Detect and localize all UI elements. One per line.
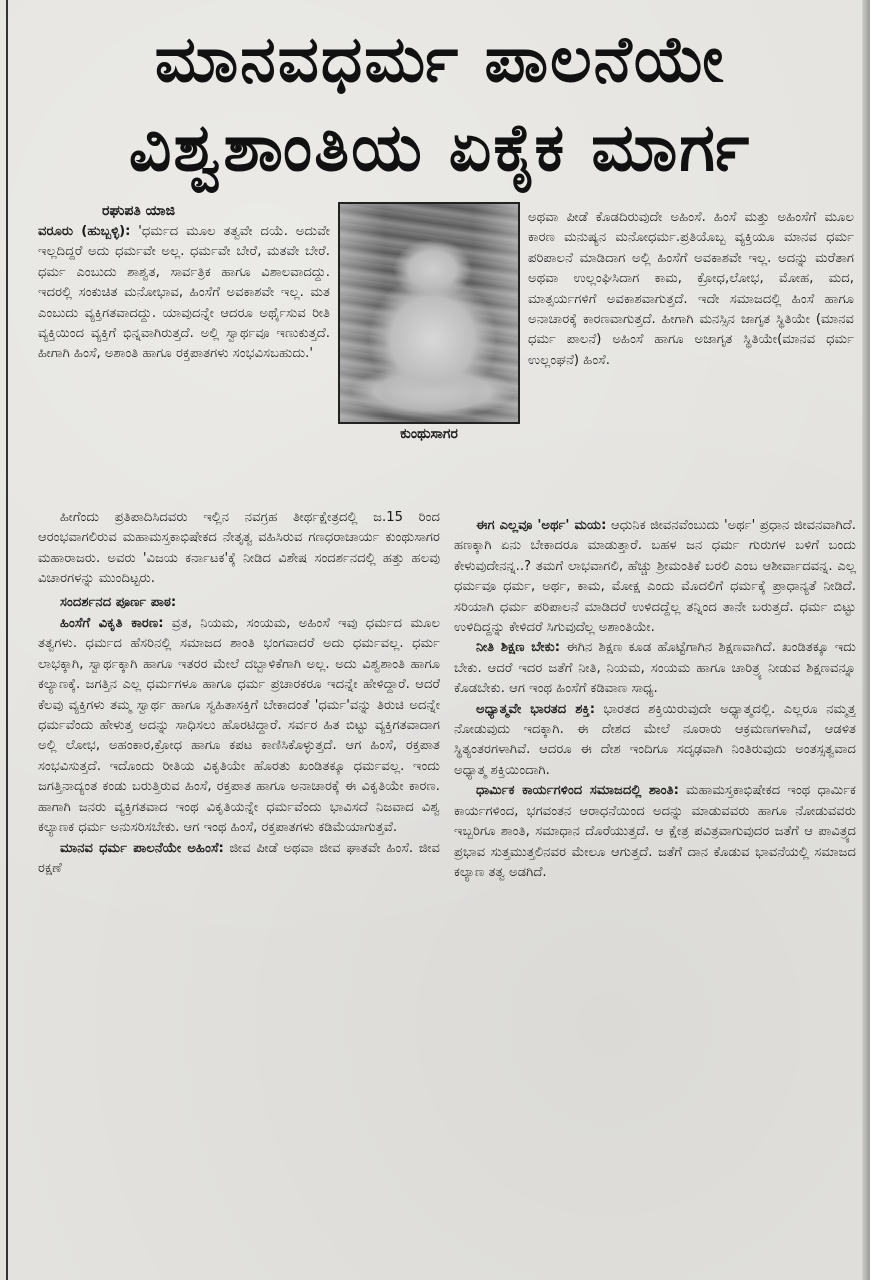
headline-line-2: ವಿಶ್ವಶಾಂತಿಯ ಏಕೈಕ ಮಾರ್ಗ — [128, 109, 752, 186]
section-text-religious-works: ಮಹಾಮಸ್ತಕಾಭಿಷೇಕದ ಇಂಥ ಧಾರ್ಮಿಕ ಕಾರ್ಯಗಳಿಂದ, ಭಗವಂತನ ಆರಾಧನೆಯಿಂದ ಅದನ್ನು ಮಾಡುವವರು ಹಾಗೂ ನೋಡುವವರು ಇಬ್ಬರಿಗೂ ಶಾಂತಿ, ಸಮಾಧಾನ ದೊರೆಯುತ್ತದೆ. ಆ ಕ್ಷೇತ್ರ ಪವಿತ್ರವಾಗುವುದರ ಜತೆಗೆ ಆ ಪಾವಿತ್ರ್ಯದ ಪ್ರಭಾವ ಸುತ್ತಮುತ್ತಲಿನವರ ಮೇಲೂ ಆಗುತ್ತದೆ. ಜತೆಗೆ ದಾನ ಕೊಡುವ ಭಾವನೆಯಲ್ಲಿ ಸಮಾಜದ ಕಲ್ಯಾಣ ತತ್ವ ಅಡಗಿದೆ. — [454, 783, 856, 880]
dateline: ವರೂರು (ಹುಬ್ಬಳ್ಳಿ): — [38, 224, 131, 239]
section-title-artha: ಈಗ ಎಲ್ಲವೂ 'ಅರ್ಥ' ಮಯ: — [476, 518, 607, 533]
left-border-rule — [6, 0, 8, 1280]
photo-shade — [340, 204, 518, 422]
section-title-religious-works: ಧಾರ್ಮಿಕ ಕಾರ್ಯಗಳಿಂದ ಸಮಾಜದಲ್ಲಿ ಶಾಂತಿ: — [476, 783, 679, 799]
column-1-body — [38, 508, 440, 1260]
column-2-continuation: ಅಥವಾ ಪೀಡೆ ಕೊಡದಿರುವುದೇ ಅಹಿಂಸೆ. ಹಿಂಸೆ ಮತ್ತು ಅಹಿಂಸೆಗೆ ಮೂಲ ಕಾರಣ ಮನುಷ್ಯನ ಮನೋಧರ್ಮ.ಪ್ರತಿಯೊಬ್ಬ ವ್ಯಕ್ತಿಯೂ ಮಾನವ ಧರ್ಮ ಪರಿಪಾಲನೆ ಮಾಡಿದಾಗ ಅಲ್ಲಿ ಹಿಂಸೆಗೆ ಅವಕಾಶವೇ ಇಲ್ಲ. ಅದನ್ನು ಮರೆತಾಗ ಅಥವಾ ಉಲ್ಲಂಘಿಸಿದಾಗ ಕಾಮ, ಕ್ರೋಧ,ಲೋಭ, ಮೋಹ, ಮದ, ಮಾತ್ಸರ್ಯಗಳಿಗೆ ಅವಕಾಶವಾಗುತ್ತದೆ. ಇದೇ ಸಮಾಜದಲ್ಲಿ ಹಿಂಸೆ ಹಾಗೂ ಅನಾಚಾರಕ್ಕೆ ಕಾರಣವಾಗುತ್ತದೆ. ಹೀಗಾಗಿ ಮನಸ್ಸಿನ ಜಾಗೃತ ಸ್ಥಿತಿಯೇ (ಮಾನವ ಧರ್ಮ ಪಾಲನೆ) ಅಹಿಂಸೆ ಹಾಗೂ ಅಜಾಗೃತ ಸ್ಥಿತಿಯೇ(ಮಾನವ ಧರ್ಮ ಉಲ್ಲಂಘನೆ) ಹಿಂಸೆ. — [528, 210, 854, 368]
page-edge-shadow — [862, 0, 870, 1280]
section-text-artha: ಆಧುನಿಕ ಜೀವನವೆಂಬುದು 'ಅರ್ಥ' ಪ್ರಧಾನ ಜೀವನವಾಗಿದೆ. ಹಣಕ್ಕಾಗಿ ಏನು ಬೇಕಾದರೂ ಮಾಡುತ್ತಾರೆ. ಬಹಳ ಜನ ಧರ್ಮ ಗುರುಗಳ ಬಳಿಗೆ ಬಂದು ಕೇಳುವುದೇನನ್ನ..? ತಮಗೆ ಲಾಭವಾಗಲಿ, ಹೆಚ್ಚು ಶ್ರೀಮಂತಿಕೆ ಬರಲಿ ಎಂಬ ಆಶೀರ್ವಾದವನ್ನ. ಎಲ್ಲ ಧರ್ಮವೂ ಧರ್ಮ, ಅರ್ಥ, ಕಾಮ, ಮೋಕ್ಷ ಎಂದು ಮೊದಲಿಗೆ ಧರ್ಮಕ್ಕೆ ಪ್ರಾಧಾನ್ಯತೆ ನೀಡಿದೆ. ಸರಿಯಾಗಿ ಧರ್ಮ ಪರಿಪಾಲನೆ ಮಾಡಿದರೆ ಉಳಿದದ್ದೆಲ್ಲ ತನ್ನಿಂದ ತಾನೇ ಬರುತ್ತದೆ. ಧರ್ಮ ಬಿಟ್ಟು ಉಳಿದಿದ್ದನ್ನು ಕೇಳಿದರೆ ಸಿಗುವುದೆಲ್ಲ ಅಶಾಂತಿಯೇ. — [454, 518, 856, 636]
photo-caption: ಕುಂಥುಸಾಗರ — [400, 426, 458, 442]
section-title-spirituality: ಅಧ್ಯಾತ್ಮವೇ ಭಾರತದ ಶಕ್ತಿ: — [476, 701, 595, 717]
section-text-moral-education: ಈಗಿನ ಶಿಕ್ಷಣ ಕೂಡ ಹೊಟ್ಟೆಗಾಗಿನ ಶಿಕ್ಷಣವಾಗಿದೆ. ಖಂಡಿತಕ್ಕೂ ಇದು ಬೇಕು. ಆದರೆ ಇದರ ಜತೆಗೆ ನೀತಿ, ನಿಯಮ, ಸಂಯಮ ಹಾಗೂ ಚಾರಿತ್ರ್ಯ ನೀಡುವ ಶಿಕ್ಷಣವನ್ನೂ ಕೊಡಬೇಕು. ಆಗ ಇಂಥ ಹಿಂಸೆಗೆ ಕಡಿವಾಣ ಸಾಧ್ಯ. — [454, 640, 856, 697]
section-text-human-dharma: ಜೀವ ಪೀಡೆ ಅಥವಾ ಜೀವ ಘಾತವೇ ಹಿಂಸೆ. ಜೀವ ರಕ್ಷಣೆ — [38, 840, 440, 876]
section-title-moral-education: ನೀತಿ ಶಿಕ್ಷಣ ಬೇಕು: — [476, 640, 560, 656]
intro-quote: 'ಧರ್ಮದ ಮೂಲ ತತ್ವವೇ ದಯೆ. ಅದುವೇ ಇಲ್ಲದಿದ್ದರೆ ಅದು ಧರ್ಮವೇ ಅಲ್ಲ. ಧರ್ಮವೇ ಬೇರೆ, ಮತವೇ ಬೇರೆ. ಧರ್ಮ ಎಂಬುದು ಶಾಶ್ವತ, ಸಾರ್ವತ್ರಿಕ ಹಾಗೂ ವಿಶಾಲವಾದದ್ದು. ಇದರಲ್ಲಿ ಸಂಕುಚಿತ ಮನೋಭಾವ, ಹಿಂಸೆಗೆ ಅವಕಾಶವೇ ಇಲ್ಲ. ಮತ ಎಂಬುದು ವ್ಯಕ್ತಿಗತವಾದದ್ದು. ಯಾವುದನ್ನೇ ಆದರೂ ಅರ್ಥೈಸುವ ರೀತಿ ವ್ಯಕ್ತಿಯಿಂದ ವ್ಯಕ್ತಿಗೆ ಭಿನ್ನವಾಗಿರುತ್ತದೆ. ಅಲ್ಲಿ ಸ್ವಾರ್ಥವೂ ಇಣುಕುತ್ತದೆ. ಹೀಗಾಗಿ ಹಿಂಸೆ, ಅಶಾಂತಿ ಹಾಗೂ ರಕ್ತಪಾತಗಳು ಸಂಭವಿಸಬಹುದು.' — [38, 224, 330, 362]
section-text-spirituality: ಭಾರತದ ಶಕ್ತಿಯಿರುವುದೇ ಅಧ್ಯಾತ್ಮದಲ್ಲಿ. ಎಲ್ಲರೂ ನಮ್ಮತ್ತ ನೋಡುವುದು ಇದಕ್ಕಾಗಿ. ಈ ದೇಶದ ಮೇಲೆ ನೂರಾರು ಆಕ್ರಮಣಗಳಾಗಿವೆ, ಆಡಳಿತ ಸ್ಥಿತ್ಯಂತರಗಳಾಗಿವೆ. ಆದರೂ ಈ ದೇಶ ಇಂದಿಗೂ ಸದೃಢವಾಗಿ ನಿಂತಿರುವುದು ಅಂತಸ್ಸತ್ವವಾದ ಅಧ್ಯಾತ್ಮ ಶಕ್ತಿಯಿಂದಾಗಿ. — [454, 701, 856, 778]
column-2-body — [454, 516, 856, 1262]
interview-heading: ಸಂದರ್ಶನದ ಪೂರ್ಣ ಪಾಠ: — [60, 594, 177, 610]
section-title-violence-cause: ಹಿಂಸೆಗೆ ವಿಕೃತಿ ಕಾರಣ: — [60, 616, 164, 632]
byline: ರಘುಪತಿ ಯಾಜಿ — [102, 203, 175, 219]
column-1-top — [38, 200, 330, 500]
headline-line-1: ಮಾನವಧರ್ಮ ಪಾಲನೆಯೇ — [154, 23, 726, 97]
paragraph-2: ಹೀಗೆಂದು ಪ್ರತಿಪಾದಿಸಿದವರು ಇಲ್ಲಿನ ನವಗ್ರಹ ತೀರ್ಥಕ್ಷೇತ್ರದಲ್ಲಿ ಜ.15 ರಿಂದ ಆರಂಭವಾಗಲಿರುವ ಮಹಾಮಸ್ತಕಾಭಿಷೇಕದ ನೇತೃತ್ವ ವಹಿಸಿರುವ ಗಣಧರಾಚಾರ್ಯ ಕುಂಥುಸಾಗರ ಮಹಾರಾಜರು. ಅವರು 'ವಿಜಯ ಕರ್ನಾಟಕ'ಕ್ಕೆ ನೀಡಿದ ವಿಶೇಷ ಸಂದರ್ಶನದಲ್ಲಿ ಹತ್ತು ಹಲವು ವಿಚಾರಗಳನ್ನು ಮುಂದಿಟ್ಟರು. — [38, 510, 440, 587]
column-2-top — [528, 208, 854, 450]
portrait-photo — [338, 202, 520, 424]
section-title-human-dharma: ಮಾನವ ಧರ್ಮ ಪಾಲನೆಯೇ ಅಹಿಂಸೆ: — [60, 840, 224, 856]
section-text-violence-cause: ವ್ರತ, ನಿಯಮ, ಸಂಯಮ, ಅಹಿಂಸೆ ಇವು ಧರ್ಮದ ಮೂಲ ತತ್ವಗಳು. ಧರ್ಮದ ಹೆಸರಿನಲ್ಲಿ ಸಮಾಜದ ಶಾಂತಿ ಭಂಗವಾದರೆ ಅದು ಧರ್ಮವಲ್ಲ. ಧರ್ಮ ಲಾಭಕ್ಕಾಗಿ, ಸ್ವಾರ್ಥಕ್ಕಾಗಿ ಹಾಗೂ ಇತರರ ಮೇಲೆ ದಬ್ಬಾಳಿಕೆಗಾಗಿ ಅಲ್ಲ. ಅದು ವಿಶ್ವಶಾಂತಿ ಹಾಗೂ ಕಲ್ಯಾಣಕ್ಕೆ. ಜಗತ್ತಿನ ಎಲ್ಲ ಧರ್ಮಗಳೂ ಹಾಗೂ ಧರ್ಮ ಪ್ರಚಾರಕರೂ ಇದನ್ನೇ ಹೇಳಿದ್ದಾರೆ. ಆದರೆ ಕೆಲವು ವ್ಯಕ್ತಿಗಳು ತಮ್ಮ ಸ್ವಾರ್ಥ ಹಾಗೂ ಸ್ವಹಿತಾಸಕ್ತಿಗೆ ಬೇಕಾದಂತೆ 'ಧರ್ಮ'ವನ್ನು ತಿರುಚಿ ಅದನ್ನೇ ಧರ್ಮವೆಂದು ಹೇಳುತ್ತ ಅದನ್ನು ಸಾಧಿಸಲು ಹೊರಟಿದ್ದಾರೆ. ಸರ್ವರ ಹಿತ ಬಿಟ್ಟು ವ್ಯಕ್ತಿಗತವಾದಾಗ ಅಲ್ಲಿ ಲೋಭ, ಅಹಂಕಾರ,ಕ್ರೋಧ ಹಾಗೂ ಕಪಟ ಕಾಣಿಸಿಕೊಳ್ಳುತ್ತದೆ. ಆಗ ಹಿಂಸೆ, ರಕ್ತಪಾತ ಸಂಭವಿಸುತ್ತದೆ. ಇದೊಂದು ರೀತಿಯ ವಿಕೃತಿಯೇ ಹೊರತು ಖಂಡಿತಕ್ಕೂ ಧರ್ಮವಲ್ಲ. ಇಂದು ಜಗತ್ತಿನಾದ್ಯಂತ ಕಂಡು ಬರುತ್ತಿರುವ ಹಿಂಸೆ, ರಕ್ತಪಾತ ಹಾಗೂ ಅನಾಚಾರಕ್ಕೆ ಈ ವಿಕೃತಿಯೇ ಕಾರಣ. ಹಾಗಾಗಿ ಜನರು ವ್ಯಕ್ತಿಗತವಾದ ಇಂಥ ವಿಕೃತಿಯನ್ನೇ ಧರ್ಮವೆಂದು ಭಾವಿಸದೆ ನಿಜವಾದ ವಿಶ್ವ ಕಲ್ಯಾಣಕ ಧರ್ಮ ಅನುಸರಿಸಬೇಕು. ಆಗ ಇಂಥ ಹಿಂಸೆ, ರಕ್ತಪಾತಗಳು ಕಡಿಮೆಯಾಗುತ್ತವೆ. — [38, 616, 440, 836]
